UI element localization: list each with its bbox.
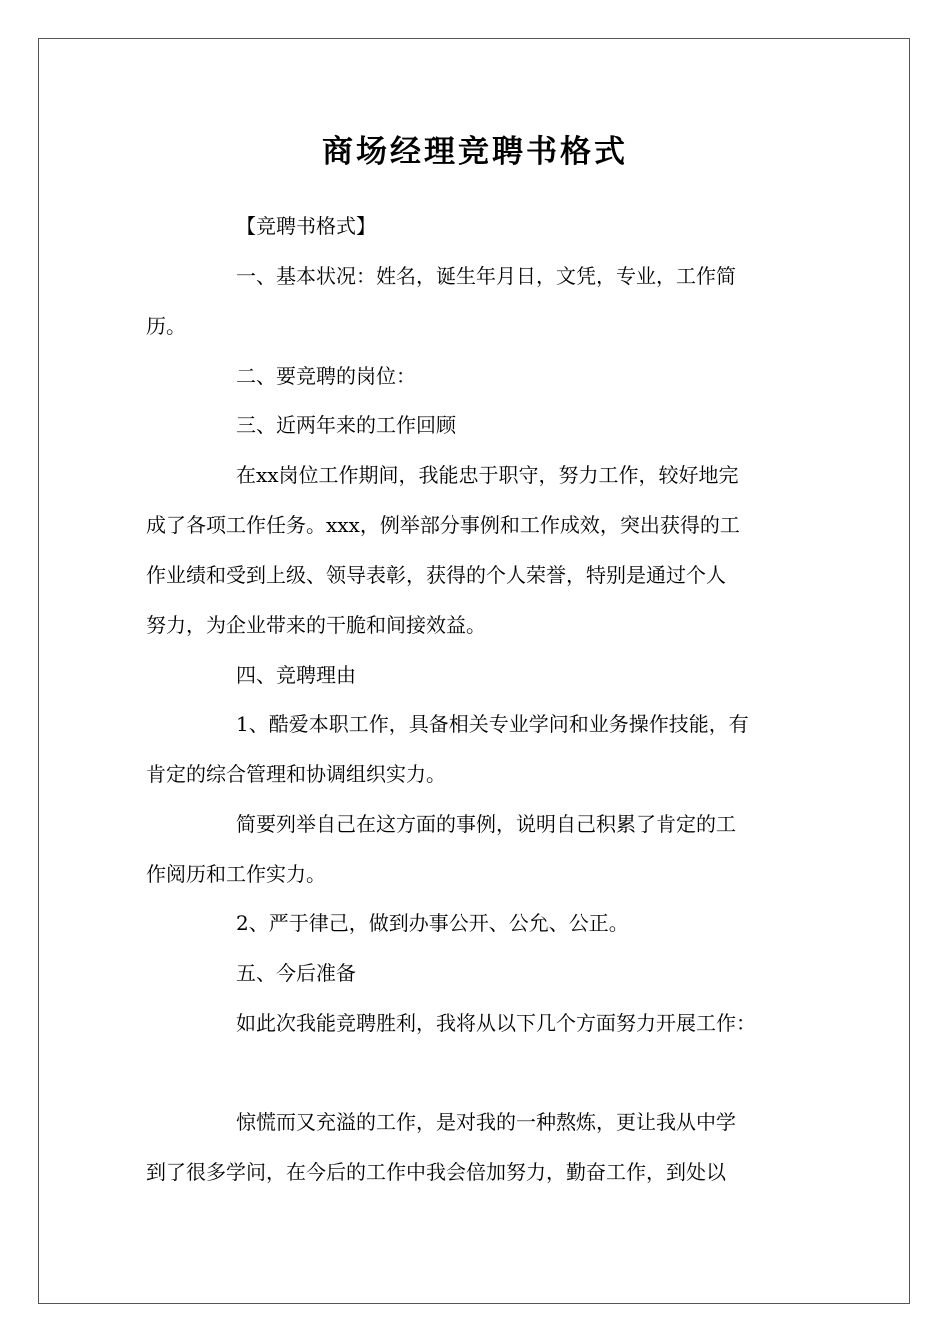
paragraph-line: 作业绩和受到上级、领导表彰，获得的个人荣誉，特别是通过个人 bbox=[146, 563, 726, 587]
paragraph-line: 到了很多学问，在今后的工作中我会倍加努力，勤奋工作，到处以 bbox=[146, 1160, 726, 1184]
paragraph-line: 成了各项工作任务。xxx，例举部分事例和工作成效，突出获得的工 bbox=[146, 513, 740, 537]
paragraph-line: 惊慌而又充溢的工作，是对我的一种熬炼，更让我从中学 bbox=[236, 1110, 736, 1134]
paragraph-line: 一、基本状况：姓名，诞生年月日，文凭，专业，工作简 bbox=[236, 264, 736, 288]
section-heading: 三、近两年来的工作回顾 bbox=[236, 413, 456, 437]
section-heading: 【竞聘书格式】 bbox=[236, 214, 376, 238]
section-heading: 二、要竞聘的岗位： bbox=[236, 364, 416, 388]
paragraph-line: 历。 bbox=[146, 314, 186, 338]
paragraph-line: 作阅历和工作实力。 bbox=[146, 862, 326, 886]
paragraph-line: 如此次我能竞聘胜利，我将从以下几个方面努力开展工作： bbox=[236, 1011, 756, 1035]
paragraph-line: 简要列举自己在这方面的事例，说明自己积累了肯定的工 bbox=[236, 812, 736, 836]
section-heading: 四、竞聘理由 bbox=[236, 663, 356, 687]
paragraph-line: 1、酷爱本职工作，具备相关专业学问和业务操作技能，有 bbox=[236, 712, 749, 736]
paragraph-line: 在xx岗位工作期间，我能忠于职守，努力工作，较好地完 bbox=[236, 463, 739, 487]
paragraph-line: 2、严于律己，做到办事公开、公允、公正。 bbox=[236, 911, 629, 935]
document-title: 商场经理竞聘书格式 bbox=[322, 134, 628, 170]
section-heading: 五、今后准备 bbox=[236, 961, 356, 985]
paragraph-line: 肯定的综合管理和协调组织实力。 bbox=[146, 762, 446, 786]
paragraph-line: 努力，为企业带来的干脆和间接效益。 bbox=[146, 613, 486, 637]
